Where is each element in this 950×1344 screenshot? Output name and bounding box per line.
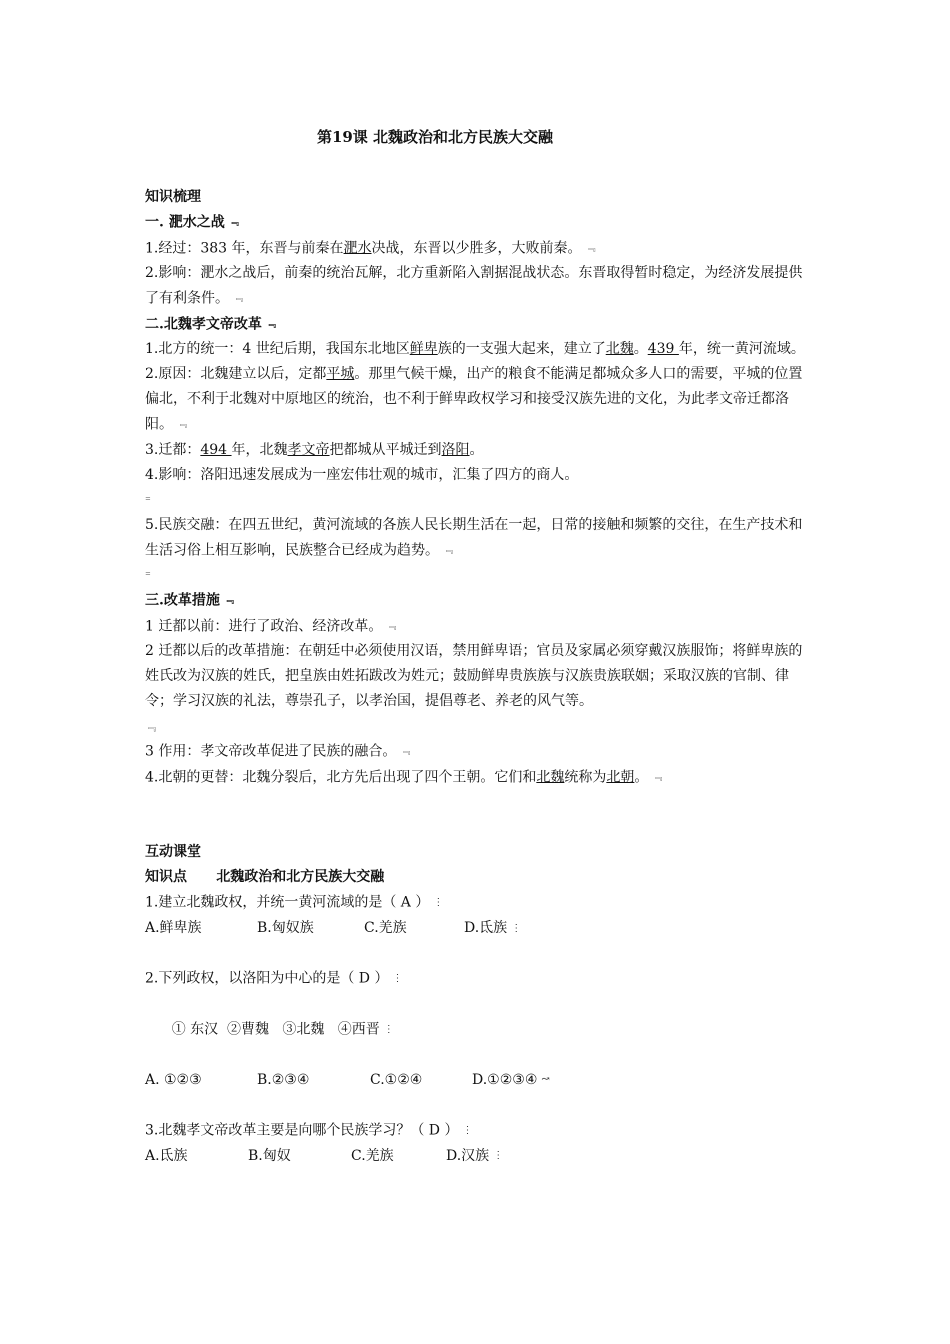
document-body xyxy=(145,185,815,1169)
paragraph xyxy=(145,337,815,362)
section-heading: 互动课堂 xyxy=(145,844,201,860)
paragraph-mark: ﹃ xyxy=(585,242,596,254)
text: 2 迁都以后的改革措施：在朝廷中必须使用汉语，禁用鲜卑语；官员及家属必须穿戴汉族服饰；将鲜卑族的姓氏改为汉族的姓氏，把皇族由姓拓跋改为姓元；鼓励鲜卑贵族族与汉族贵族联姻；采取汉族的官制、律令；学习汉族的礼法，尊崇孔子，以孝治国，提倡尊老、养老的风气等。 xyxy=(145,643,803,709)
paragraph xyxy=(145,362,815,438)
question-stem xyxy=(145,890,815,916)
question-options xyxy=(145,1143,815,1169)
paragraph xyxy=(145,261,815,312)
text: 1.经过：383 年，东晋与前秦在 xyxy=(145,240,344,256)
section-title-text: 二.北魏孝文帝改革 xyxy=(145,316,262,332)
text: 1 迁都以前：进行了政治、经济改革。 xyxy=(145,618,383,634)
text: 1.北方的统一：4 世纪后期，我国东北地区 xyxy=(145,341,410,357)
underlined-text: 494 xyxy=(200,441,232,458)
text: 3.北魏孝文帝改革主要是向哪个民族学习？（ D ） xyxy=(145,1122,459,1138)
end-mark: ⋮ xyxy=(493,1150,504,1161)
underlined-text: 鲜卑 xyxy=(409,341,438,357)
underlined-text: 洛阳 xyxy=(441,441,470,458)
underlined-text: 孝文帝 xyxy=(287,441,330,458)
text: 4.北朝的更替：北魏分裂后，北方先后出现了四个王朝。它们和 xyxy=(145,769,537,785)
option-a: A. ①②③ xyxy=(145,1071,202,1088)
paragraph-mark: ﹃ xyxy=(400,746,411,757)
end-mark: ⋮ xyxy=(433,897,444,908)
text: 2.原因：北魏建立以后，定都 xyxy=(145,366,327,382)
question-options xyxy=(145,1067,815,1093)
section-title-text: 三.改革措施 xyxy=(145,592,220,609)
knowledge-point: 知识点 北魏政治和北方民族大交融 xyxy=(145,869,385,885)
paragraph-mark: ﹃ xyxy=(386,620,397,632)
spacer xyxy=(145,790,815,840)
end-mark: ⋮ xyxy=(392,973,403,984)
paragraph xyxy=(145,513,815,564)
question-stem xyxy=(145,1118,815,1144)
underlined-text: 北魏 xyxy=(536,769,565,785)
option-b: B.匈奴 xyxy=(248,1147,291,1164)
underlined-text: 北朝 xyxy=(606,769,635,785)
paragraph-mark: ﹃ xyxy=(177,419,187,430)
text: 4.影响：洛阳迅速发展成为一座宏伟壮观的城市，汇集了四方的商人。 xyxy=(145,466,579,483)
option-d: D.汉族 xyxy=(446,1147,490,1164)
text: 。那里气候干燥，出产的粮食不能满足都城众多人口的需要，平城的位置偏北，不利于北魏对中原地区的统治，也不利于鲜卑政权学习和接受汉族先进的文化，为此孝文帝迁都洛阳。 xyxy=(145,366,803,433)
paragraph xyxy=(145,614,815,640)
text: 年，统一黄河流域。 xyxy=(678,341,805,357)
small-mark: ⁼ xyxy=(145,493,151,507)
text: 把都城从平城迁到 xyxy=(329,441,442,458)
paragraph-mark: ﹃ xyxy=(228,217,239,228)
text: 。 xyxy=(634,769,649,785)
end-mark: ⋮ xyxy=(383,1023,394,1035)
paragraph xyxy=(145,236,815,262)
text: 5.民族交融：在四五世纪，黄河流域的各族人民长期生活在一起，日常的接触和频繁的交往，在生产技术和生活习俗上相互影响，民族整合已经成为趋势。 xyxy=(145,516,803,558)
option-a: A.鲜卑族 xyxy=(145,920,202,936)
option-d: D.氐族 xyxy=(464,920,508,936)
underlined-text: 北魏 xyxy=(605,341,634,357)
section-title xyxy=(145,210,815,236)
spacer xyxy=(145,1093,815,1118)
text: 决战，东晋以少胜多，大败前秦。 xyxy=(371,240,582,256)
text: 2.影响：淝水之战后，前秦的统治瓦解，北方重新陷入割据混战状态。东晋取得暂时稳定，为经济发展提供了有利条件。 xyxy=(145,265,803,307)
paragraph xyxy=(145,463,815,488)
text: 。 xyxy=(469,441,484,458)
section-heading: 知识梳理 xyxy=(145,189,201,205)
section-title xyxy=(145,312,815,338)
question-options xyxy=(145,916,815,942)
option-b: B.匈奴族 xyxy=(257,920,314,936)
text: 统称为 xyxy=(564,769,607,785)
text: 2.下列政权，以洛阳为中心的是（ D ） xyxy=(145,970,389,987)
text: ① 东汉 ②曹魏 ③北魏 ④西晋 xyxy=(171,1021,380,1037)
paragraph-mark: ﹃ xyxy=(265,318,276,330)
text: 族的一支强大起来，建立了 xyxy=(437,341,606,357)
paragraph xyxy=(145,639,815,714)
paragraph-mark: ﹃ xyxy=(233,293,243,304)
paragraph-mark: ﹃ xyxy=(145,720,156,733)
underlined-text: 淝水 xyxy=(343,240,372,256)
option-c: C.羌族 xyxy=(364,920,407,936)
end-mark: ⋮ xyxy=(511,922,522,934)
option-b: B.②③④ xyxy=(257,1071,310,1088)
end-mark: ⋮ xyxy=(462,1124,473,1136)
option-d: D.①②③④ xyxy=(472,1071,538,1088)
paragraph xyxy=(145,438,815,463)
underlined-text: 439 xyxy=(647,341,679,357)
text: 3 作用：孝文帝改革促进了民族的融合。 xyxy=(145,743,397,760)
paragraph xyxy=(145,739,815,765)
option-a: A.氐族 xyxy=(145,1147,188,1164)
section-title xyxy=(145,588,815,614)
small-mark: ⁼ xyxy=(145,569,151,582)
question-items xyxy=(145,992,815,1068)
text: 3.迁都： xyxy=(145,441,201,458)
paragraph xyxy=(145,765,815,791)
text: 。 xyxy=(633,341,648,357)
spacer xyxy=(145,941,815,966)
option-c: C.①②④ xyxy=(370,1071,423,1088)
arrow-mark: ↝ xyxy=(541,1074,550,1085)
paragraph-mark: ﹃ xyxy=(443,544,453,556)
option-c: C.羌族 xyxy=(351,1147,394,1164)
question-stem xyxy=(145,966,815,992)
page-title: 第19课 北魏政治和北方民族大交融 xyxy=(316,128,554,146)
paragraph-mark: ﹃ xyxy=(652,771,663,783)
underlined-text: 平城 xyxy=(326,366,355,382)
paragraph-mark: ﹃ xyxy=(223,595,234,606)
text: 1.建立北魏政权，并统一黄河流域的是（ A ） xyxy=(145,894,430,911)
section-title-text: 一. 淝水之战 xyxy=(145,214,225,231)
text: 年，北魏 xyxy=(231,441,288,458)
